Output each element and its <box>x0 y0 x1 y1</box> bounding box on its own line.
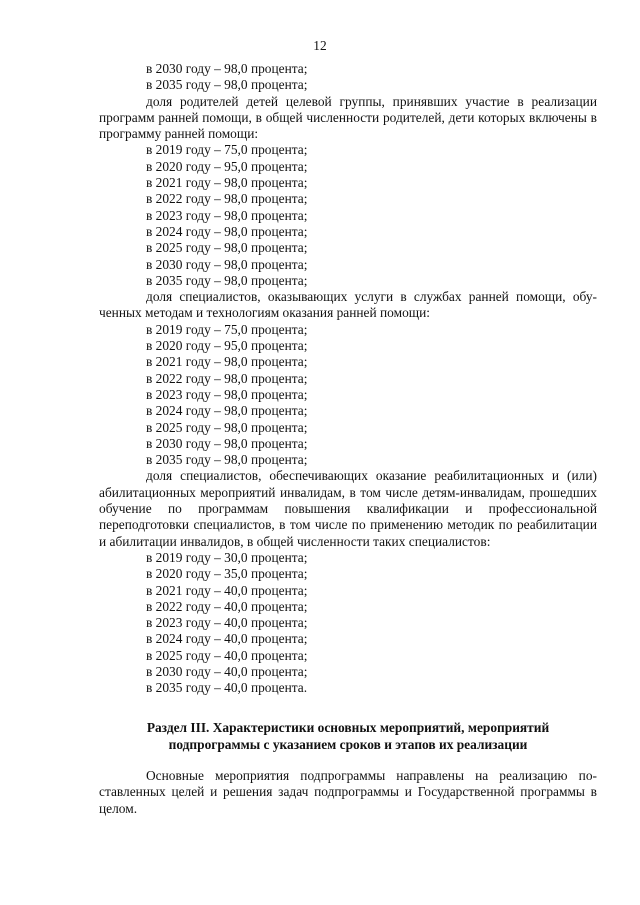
indicator-paragraph-specialists-rehab: доля специалистов, обеспечивающих оказание реабилитационных и (или) абилитационных мероприятий инвалидам, в том числе детям-инвалидам, прошедших обучение по программам повышения квалификации и профессиональной переподготовки специалистов, в том числе по применению методик по реабилитации и абилитации инвалидов, в общей численности таких специалистов: <box>99 468 597 549</box>
target-list-parents <box>99 142 597 289</box>
list-item: в 2023 году – 98,0 процента; <box>146 207 308 223</box>
list-item: в 2020 году – 95,0 процента; <box>146 338 308 354</box>
list-item: в 2021 году – 98,0 процента; <box>146 175 308 191</box>
list-item: в 2021 году – 40,0 процента; <box>146 582 308 598</box>
list-item: в 2023 году – 40,0 процента; <box>146 615 308 631</box>
list-item: в 2024 году – 40,0 процента; <box>146 631 308 647</box>
target-list-specialists-rehab <box>99 550 597 697</box>
section-heading <box>99 720 597 753</box>
section-heading-line: Раздел III. Характеристики основных мероприятий, мероприятий <box>146 720 550 735</box>
list-item: в 2035 году – 98,0 процента; <box>146 77 308 93</box>
list-item: в 2022 году – 40,0 процента; <box>146 598 308 614</box>
target-list-specialists-early-help <box>99 322 597 469</box>
indicator-paragraph-specialists-early-help: доля специалистов, оказывающих услуги в службах ранней помощи, обученных методам и технологиям оказания ранней помощи: <box>99 289 597 321</box>
target-list-continuation <box>99 61 597 94</box>
list-item: в 2023 году – 98,0 процента; <box>146 386 308 402</box>
list-item: в 2025 году – 98,0 процента; <box>146 419 308 435</box>
list-item: в 2024 году – 98,0 процента; <box>146 403 308 419</box>
list-item: в 2019 году – 75,0 процента; <box>146 142 308 158</box>
list-item: в 2035 году – 98,0 процента; <box>146 272 308 288</box>
list-item: в 2025 году – 98,0 процента; <box>146 240 308 256</box>
section-heading-line: подпрограммы с указанием сроков и этапов их реализации <box>168 736 528 752</box>
closing-paragraph: Основные мероприятия подпрограммы направлены на реализацию поставленных целей и решения задач подпрограммы и Государственной программы в целом. <box>99 768 597 816</box>
list-item: в 2030 году – 40,0 процента; <box>146 663 308 679</box>
list-item: в 2019 году – 75,0 процента; <box>146 321 308 337</box>
list-item: в 2030 году – 98,0 процента; <box>146 61 308 76</box>
list-item: в 2021 году – 98,0 процента; <box>146 354 308 370</box>
list-item: в 2019 году – 30,0 процента; <box>146 549 308 565</box>
list-item: в 2035 году – 98,0 процента; <box>146 452 308 468</box>
list-item: в 2025 году – 40,0 процента; <box>146 647 308 663</box>
document-body <box>99 61 597 697</box>
list-item: в 2024 году – 98,0 процента; <box>146 223 308 239</box>
page-number: 12 <box>313 38 327 53</box>
list-item: в 2030 году – 98,0 процента; <box>146 256 308 272</box>
indicator-paragraph-parents: доля родителей детей целевой группы, принявших участие в реализации программ ранней помощи, в общей численности родителей, дети которых включены в программу ранней помощи: <box>99 93 597 142</box>
list-item: в 2020 году – 95,0 процента; <box>146 158 308 174</box>
final-section <box>99 768 597 817</box>
list-item: в 2030 году – 98,0 процента; <box>146 435 308 451</box>
list-item: в 2022 году – 98,0 процента; <box>146 191 308 207</box>
list-item: в 2020 году – 35,0 процента; <box>146 566 308 582</box>
list-item: в 2022 году – 98,0 процента; <box>146 370 308 386</box>
list-item: в 2035 году – 40,0 процента. <box>146 680 308 696</box>
